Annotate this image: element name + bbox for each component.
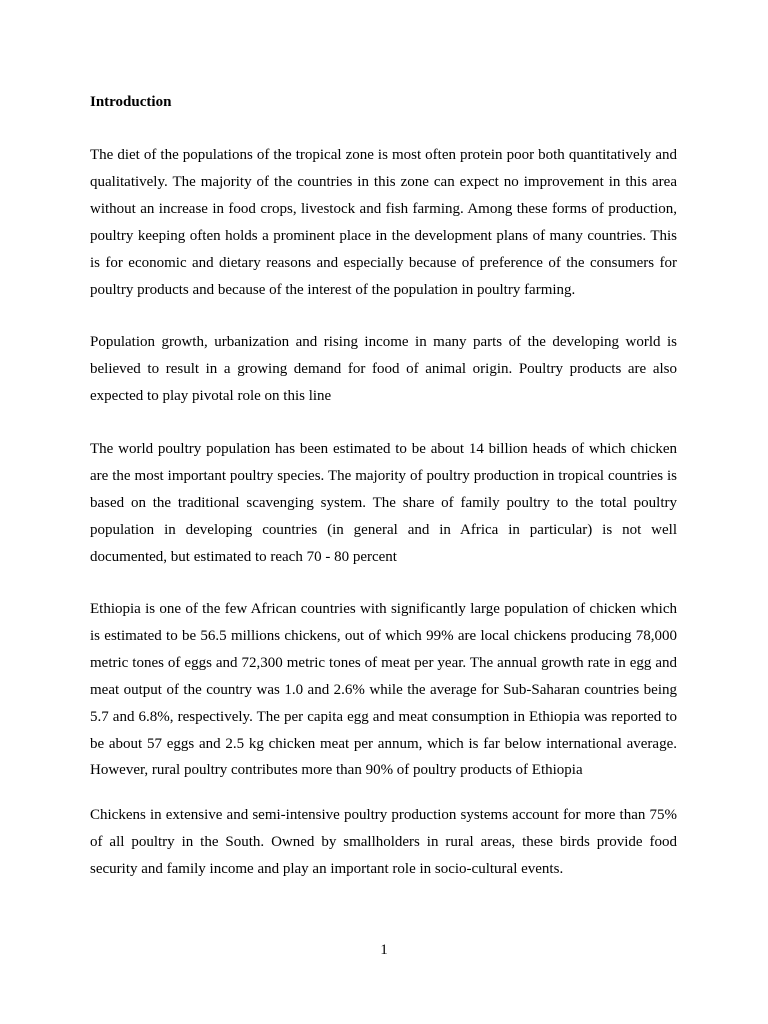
section-heading: Introduction [90, 94, 172, 110]
paragraph-ethiopia: Ethiopia is one of the few African countries with significantly large population of chicken which is estimated to be 56.5 millions chickens, out of which 99% are local chickens producing 78,000 metric tones of eggs and 72,300 metric tones of meat per year. The annual growth rate in egg and meat output of the country was 1.0 and 2.6% while the average for Sub-Saharan countries being 5.7 and 6.8%, respectively. The per capita egg and meat consumption in Ethiopia was reported to be about 57 eggs and 2.5 kg chicken meat per annum, which is far below international average. However, rural poultry contributes more than 90% of poultry products of Ethiopia [90, 601, 677, 779]
paragraph-protein-diet: The diet of the populations of the tropical zone is most often protein poor both quantitatively and qualitatively. The majority of the countries in this zone can expect no improvement in this area without an increase in food crops, livestock and fish farming. Among these forms of production, poultry keeping often holds a prominent place in the development plans of many countries. This is for economic and dietary reasons and especially because of preference of the consumers for poultry products and because of the interest of the population in poultry farming. [90, 147, 677, 298]
paragraph-production-systems: Chickens in extensive and semi-intensive poultry production systems account for more than 75% of all poultry in the South. Owned by smallholders in rural areas, these birds provide food security and family income and play an important role in socio-cultural events. [90, 807, 677, 877]
page-number: 1 [380, 942, 388, 958]
paragraph-world-poultry: The world poultry population has been estimated to be about 14 billion heads of which chicken are the most important poultry species. The majority of poultry production in tropical countries is based on the traditional scavenging system. The share of family poultry to the total poultry population in developing countries (in general and in Africa in particular) is not well documented, but estimated to reach 70 - 80 percent [90, 441, 677, 565]
paragraph-population-growth: Population growth, urbanization and rising income in many parts of the developing world is believed to result in a growing demand for food of animal origin. Poultry products are also expected to play pivotal role on this line [90, 334, 677, 404]
